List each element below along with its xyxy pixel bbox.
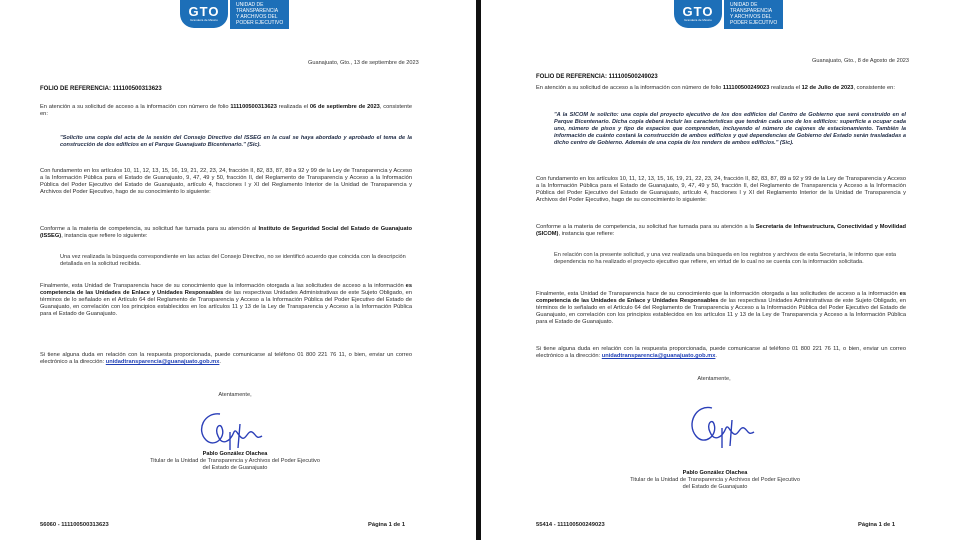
intro-text: En atención a su solicitud de acceso a la información con número de folio — [40, 104, 231, 110]
unit-name-line: PODER EJECUTIVO — [730, 20, 778, 26]
gto-tagline: Grandeza de México — [190, 18, 218, 22]
unit-name-line: TRANSPARENCIA — [730, 8, 773, 14]
unit-name-block — [230, 0, 289, 29]
page-divider — [476, 0, 481, 540]
signer-entity: del Estado de Guanajuato — [202, 465, 268, 471]
request-date: 12 de Julio de 2023 — [801, 85, 854, 91]
unit-name-line: Y ARCHIVOS DEL — [236, 14, 278, 20]
unit-name-line: TRANSPARENCIA — [236, 8, 279, 14]
closing-salutation: Atentamente, — [697, 376, 731, 382]
competence-paragraph — [40, 283, 412, 318]
agency-response: Una vez realizada la búsqueda correspondiente en las actas del Consejo Directivo, no se identificó acuerdo que coincida con la descripción detallada en la solicitud recibida. — [60, 254, 406, 267]
intro-text: realizada el — [276, 104, 310, 110]
footer-page-number: Página 1 de 1 — [368, 522, 406, 528]
intro-paragraph — [536, 85, 906, 92]
signer-name: Pablo González Olachea — [682, 470, 748, 476]
right-document-page — [484, 0, 954, 540]
unit-name-line: UNIDAD DE — [730, 2, 758, 8]
competence-text: de las respectivas Unidades Administrativas de este Sujeto Obligado, en términos de lo señalado en el Artículo 64 del Reglamento de Transparencia y Acceso a la Información Pública del Poder Ejecutivo del Estado de Guanajuato, en correlación con los principios establecidos en los artículos 11 y 13 de la Ley de Transparencia y Acceso a la Información Pública para el Estado de Guanajuato. — [536, 298, 906, 326]
competence-highlight: es competencia de las Unidades de Enlace y Unidades Responsables — [536, 291, 906, 305]
request-quote: "A la SICOM le solicito: una copia del proyecto ejecutivo de los dos edificios del Centro de Gobierno que será construido en el Parque Bicentenario. Dicha copia deberá incluir las características que tendrán cada uno de los edificios: superficie a ocupar cada uno, número de pisos y tipo de espacios que comprenden, incluyendo el número de cajones de estacionamiento. También la información de cuánto costará la construcción de ambos edificios y qué dependencias de Gobierno del Estado serán trasladadas a dicho centro de Gobierno. Además de una copia de los renders de ambos edificios." (Sic). — [554, 112, 906, 146]
unit-name-line: PODER EJECUTIVO — [236, 20, 284, 26]
contact-text: . — [219, 359, 221, 366]
competence-highlight: es competencia de las Unidades de Enlace y Unidades Responsables — [40, 283, 412, 297]
gto-logo — [180, 0, 289, 28]
request-folio: 111100500249023 — [722, 85, 770, 91]
referral-paragraph — [40, 226, 412, 240]
folio-reference: FOLIO DE REFERENCIA: 111100500249023 — [536, 74, 658, 80]
contact-text: Si tiene alguna duda en relación con la respuesta proporcionada, puede comunicarse al teléfono 01 800 221 76 11, o bien, enviar un correo electrónico a la dirección: — [40, 352, 412, 366]
signer-name: Pablo González Olachea — [202, 451, 268, 457]
intro-text: , consistente en: — [853, 85, 895, 91]
contact-paragraph — [536, 346, 906, 360]
request-date: 06 de septiembre de 2023 — [309, 104, 380, 110]
handwritten-signature — [190, 402, 280, 452]
competence-paragraph — [536, 291, 906, 326]
unit-name-line: Y ARCHIVOS DEL — [730, 14, 772, 20]
referral-agency: Secretaría de Infraestructura, Conectividad y Movilidad (SICOM) — [536, 224, 906, 238]
closing-salutation: Atentamente, — [218, 392, 252, 398]
gto-tagline: Grandeza de México — [684, 18, 712, 22]
competence-text: Finalmente, esta Unidad de Transparencia hace de su conocimiento que la información otorgada a las solicitudes de acceso a la información — [536, 291, 900, 297]
request-quote: "Solicito una copia del acta de la sesión del Consejo Directivo del ISSEG en la cual se haya abordado y aprobado el tema de la construcción de dos edificios en el Parque Guanajuato Bicentenario." (Sic). — [60, 135, 412, 148]
referral-agency: Instituto de Seguridad Social del Estado de Guanajuato (ISSEG) — [40, 226, 413, 240]
document-date: Guanajuato, Gto., 8 de Agosto de 2023 — [812, 58, 910, 64]
referral-text: Conforme a la materia de competencia, su solicitud fue turnada para su atención al — [40, 226, 259, 232]
intro-paragraph — [40, 104, 412, 118]
intro-text: realizada el — [769, 85, 802, 91]
referral-paragraph — [536, 224, 906, 238]
intro-text: En atención a su solicitud de acceso a la información con número de folio — [536, 85, 723, 91]
contact-text: Si tiene alguna duda en relación con la respuesta proporcionada, puede comunicarse al teléfono 01 800 221 76 11, o bien, enviar un correo electrónico a la dirección: — [536, 346, 906, 360]
document-date: Guanajuato, Gto., 13 de septiembre de 2023 — [308, 60, 419, 66]
legal-basis-paragraph: Con fundamento en los artículos 10, 11, 12, 13, 15, 16, 19, 21, 22, 23, 24, fracción II, 82, 83, 87, 89 a 92 y 99 de la Ley de Transparencia y Acceso a la Información Pública para el Estado de Guanajuato, 9, 47, 49 y 50, fracción II, del Reglamento de Transparencia y Acceso a la Información Pública del Poder Ejecutivo del Estado de Guanajuato, artículo 4, fracciones I y XI del Reglamento Interior de la Unidad de Transparencia y Archivos del Poder Ejecutivo, hago de su conocimiento lo siguiente: — [536, 176, 906, 204]
unit-name-line: UNIDAD DE — [236, 2, 264, 8]
left-document-page — [0, 0, 470, 540]
competence-text: de las respectivas Unidades Administrativas de este Sujeto Obligado, en términos de lo señalado en el Artículo 64 del Reglamento de Transparencia y Acceso a la Información Pública del Poder Ejecutivo del Estado de Guanajuato, en correlación con los principios establecidos en los artículos 11 y 13 de la Ley de Transparencia y Acceso a la Información Pública para el Estado de Guanajuato. — [40, 290, 412, 318]
gto-wordmark: GTO — [188, 4, 220, 19]
gto-logo — [674, 0, 783, 28]
gto-wordmark: GTO — [682, 4, 714, 19]
intro-text: , consistente en: — [40, 104, 412, 118]
gto-badge — [674, 0, 722, 28]
referral-text: Conforme a la materia de competencia, su solicitud fue turnada para su atención a la — [536, 224, 756, 230]
footer-reference: 56060 - 111100500313623 — [40, 522, 109, 528]
referral-text: , instancia que refiere lo siguiente: — [61, 233, 148, 240]
gto-badge — [180, 0, 228, 28]
email-link[interactable]: unidadtransparencia@guanajuato.gob.mx — [601, 353, 716, 360]
footer-page-number: Página 1 de 1 — [858, 522, 896, 528]
referral-text: , instancia que refiere: — [558, 231, 615, 238]
contact-paragraph — [40, 352, 412, 366]
signer-role: Titular de la Unidad de Transparencia y Archivos del Poder Ejecutivo — [630, 477, 800, 483]
contact-text: . — [715, 353, 717, 360]
signer-entity: del Estado de Guanajuato — [682, 484, 748, 490]
folio-reference: FOLIO DE REFERENCIA: 111100500313623 — [40, 86, 162, 92]
handwritten-signature — [680, 394, 770, 450]
competence-text: Finalmente, esta Unidad de Transparencia hace de su conocimiento que la información otorgada a las solicitudes de acceso a la información — [40, 283, 406, 289]
request-folio: 111100500313623 — [230, 104, 277, 110]
signer-role: Titular de la Unidad de Transparencia y Archivos del Poder Ejecutivo — [150, 458, 320, 464]
unit-name-block — [724, 0, 783, 29]
footer-reference: 55414 - 111100500249023 — [536, 522, 605, 528]
legal-basis-paragraph: Con fundamento en los artículos 10, 11, 12, 13, 15, 16, 19, 21, 22, 23, 24, fracción II, 82, 83, 87, 89 a 92 y 99 de la Ley de Transparencia y Acceso a la Información Pública para el Estado de Guanajuato, 9, 47, 49 y 50, fracción II, del Reglamento de Transparencia y Acceso a la Información Pública del Poder Ejecutivo del Estado de Guanajuato, artículo 4, fracciones I y XI del Reglamento Interior de la Unidad de Transparencia y Archivos del Poder Ejecutivo, hago de su conocimiento lo siguiente: — [40, 168, 412, 196]
signature-block — [130, 451, 340, 472]
email-link[interactable]: unidadtransparencia@guanajuato.gob.mx — [105, 359, 220, 366]
agency-response: En relación con la presente solicitud, y una vez realizada una búsqueda en los registros y archivos de esta Secretaría, le informo que esta dependencia no ha realizado el proyecto ejecutivo que refiere, en virtud de lo cual no se cuenta con la información solicitada. — [554, 252, 897, 265]
signature-block — [610, 470, 820, 491]
